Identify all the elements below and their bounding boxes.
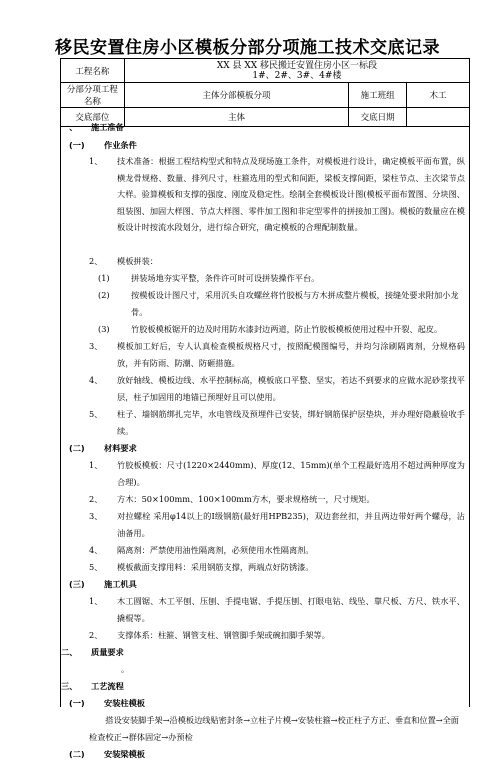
line-text: 技术准备：根据工程结构型式和特点及现场施工条件，对模板进行设计，确定模板平面布置，纵横龙骨规格、数量、排列尺寸，柱箍选用的型式和间距，梁板支撑间距，梁柱节点、主次梁节点大样。验算模板和支撑的强度、刚度及稳定性。绘制全套模板设计图(模板平面布置图、分块图、组装图、加固大样图、节点大样图、零件加工图和非定型零件的拼接加工图)。模板的数量应在模板设计时按流水段划分，进行综合研究，确定模板的合理配制数量。 — [117, 156, 465, 232]
body-line — [61, 678, 469, 695]
body-line — [61, 695, 469, 712]
body-line — [61, 406, 469, 440]
disclosure-body — [60, 119, 470, 759]
header-row-project — [61, 59, 470, 83]
line-text: 工艺流程 — [91, 681, 124, 691]
location-label: 交底部位 — [61, 108, 125, 127]
body-line — [61, 321, 469, 338]
line-number: 1、 — [89, 460, 103, 470]
body-line — [61, 491, 469, 508]
body-line — [61, 372, 469, 406]
line-text: 竹胶板模板锯开的边及时用防水漆封边两道，防止竹胶板模板使用过程中开裂、起皮。 — [131, 324, 443, 334]
body-line — [61, 593, 469, 627]
line-text: 施工准备 — [91, 122, 124, 132]
line-text: 放好轴线、模板边线、水平控制标高，模板底口平整、坚实，若达不到要求的应做水泥砂浆找平层，柱子加固用的地锚已预埋好且可以使用。 — [117, 375, 465, 402]
body-line — [61, 542, 469, 559]
line-number: 2、 — [89, 630, 103, 640]
line-text: 施工机具 — [104, 579, 137, 589]
body-line — [61, 119, 469, 137]
body-line — [61, 627, 469, 644]
line-text: 材料要求 — [104, 443, 137, 453]
line-number: (一) — [69, 140, 85, 150]
line-text: 模板加工好后，专人认真检查模板规格尺寸，按照配模图编号，并均匀涂刷隔离剂，分规格码放，并有防雨、防潮、防砸措施。 — [117, 341, 465, 368]
line-number: 3、 — [89, 341, 103, 351]
part-label: 分部分项工程名称 — [61, 83, 125, 108]
part-value: 主体分部模板分项 — [124, 83, 348, 108]
body-line — [61, 153, 469, 253]
date-label: 交底日期 — [349, 108, 407, 127]
body-line — [61, 576, 469, 593]
line-number: 1、 — [89, 156, 103, 166]
body-line — [61, 559, 469, 576]
line-text: 柱子、墙钢筋绑扎完毕，水电管线及预埋件已安装，绑好钢筋保护层垫块，并办理好隐蔽验收手续。 — [117, 409, 465, 436]
line-text: 拼装场地夯实平整，条件许可时可设拼装操作平台。 — [131, 273, 320, 283]
header-table — [60, 58, 470, 127]
body-line — [61, 270, 469, 287]
line-text: 安装柱模板 — [104, 698, 145, 708]
line-number: (一) — [69, 698, 85, 708]
project-value-line-2: 1#、2#、3#、4#楼 — [252, 70, 342, 81]
team-value: 木工 — [407, 83, 470, 108]
line-text: 模板拼装： — [117, 256, 158, 266]
line-number: 一、 — [61, 122, 78, 132]
location-value: 主体 — [124, 108, 348, 127]
line-number: (2) — [98, 290, 110, 300]
line-text: 质量要求 — [91, 647, 124, 657]
project-label: 工程名称 — [61, 59, 125, 83]
line-text: 安装梁模板 — [104, 749, 145, 759]
line-number: (3) — [98, 324, 110, 334]
project-value-line-1: XX 县 XX 移民搬迁安置住房小区一标段 — [216, 60, 378, 71]
line-text: 作业条件 — [104, 140, 137, 150]
line-text: 模板截面支撑用料：采用钢筋支撑，两端点好防锈漆。 — [117, 562, 314, 572]
body-line — [61, 644, 469, 661]
body-line — [61, 508, 469, 542]
body-line — [61, 440, 469, 457]
line-number: (二) — [69, 443, 85, 453]
project-value — [124, 59, 469, 83]
line-number: (三) — [69, 579, 85, 589]
line-number: 4、 — [89, 545, 103, 555]
header-row-part — [61, 83, 470, 108]
page-title: 移民安置住房小区模板分部分项施工技术交底记录 — [55, 38, 440, 58]
line-number: 2、 — [89, 494, 103, 504]
body-line — [61, 287, 469, 321]
body-line — [61, 253, 469, 270]
line-number: (1) — [98, 273, 110, 283]
team-label: 施工班组 — [349, 83, 407, 108]
line-text: 按模板设计图尺寸，采用沉头自攻螺丝将竹胶板与方木拼成整片模板，接缝处要求附加小龙骨。 — [131, 290, 459, 317]
line-number: 4、 — [89, 375, 103, 385]
line-text: 木工圆锯、木工平刨、压刨、手提电锯、手提压刨、打眼电钻、线坠、靠尺板、方尺、铁水平、撬棍等。 — [117, 596, 465, 623]
line-number: 3、 — [89, 511, 103, 521]
body-line — [61, 457, 469, 491]
body-line — [61, 137, 469, 153]
line-number: 1、 — [89, 596, 103, 606]
body-line — [61, 746, 469, 763]
line-number: (二) — [69, 749, 85, 759]
line-text: 隔离剂：严禁使用油性隔离剂，必须使用水性隔离剂。 — [117, 545, 314, 555]
line-number: 5、 — [89, 409, 103, 419]
line-number: 2、 — [89, 256, 103, 266]
line-number: 三、 — [61, 681, 78, 691]
line-text: 方木：50×100mm、100×100mm方木，要求规格统一，尺寸规矩。 — [117, 494, 375, 504]
body-line: 搭设安装脚手架→沿模板边线贴密封条→立柱子片模→安装柱箍→校正柱子方正、垂直和位置→全面检查校正→群体固定→办预检 — [89, 715, 459, 742]
line-number: 5、 — [89, 562, 103, 572]
body-line: 。 — [121, 664, 130, 674]
line-text: 支撑体系：柱箍、钢管支柱、钢管脚手架或碗扣脚手架等。 — [117, 630, 330, 640]
line-text: 竹胶板模板：尺寸(1220×2440mm)、厚度(12、15mm)(单个工程最好选用不超过两种厚度为合理)。 — [117, 460, 465, 487]
line-number: 二、 — [61, 647, 78, 657]
line-text: 对拉螺栓 采用φ14以上的Ⅰ级钢筋(最好用HPB235)，双边套丝扣，并且两边带好两个螺母，沾油备用。 — [117, 511, 465, 538]
body-line — [61, 338, 469, 372]
